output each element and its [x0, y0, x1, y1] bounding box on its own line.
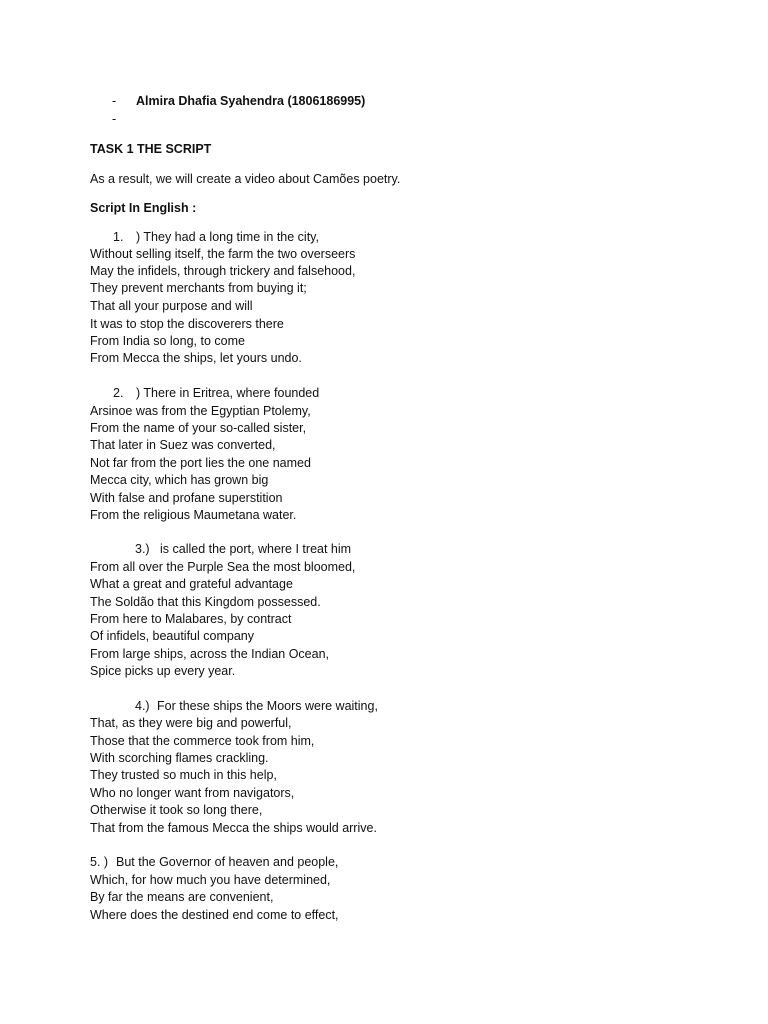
verse-line: The Soldão that this Kingdom possessed.	[90, 595, 321, 609]
verse-line: From India so long, to come	[90, 334, 245, 348]
verse-line: Mecca city, which has grown big	[90, 473, 269, 487]
verse-line: That, as they were big and powerful,	[90, 716, 292, 730]
verse-line: is called the port, where I treat him	[160, 542, 352, 556]
verse-line: Without selling itself, the farm the two overseers	[90, 247, 356, 261]
stanza-number: 4.)	[135, 699, 150, 713]
verse-line: From large ships, across the Indian Ocean,	[90, 647, 330, 661]
verse-line: From the religious Maumetana water.	[90, 508, 297, 522]
verse-line: May the infidels, through trickery and falsehood,	[90, 264, 356, 278]
verse-line: By far the means are convenient,	[90, 890, 274, 904]
verse-line: From here to Malabares, by contract	[90, 612, 292, 626]
verse-line: Of infidels, beautiful company	[90, 629, 254, 643]
verse-line: Which, for how much you have determined,	[90, 873, 331, 887]
intro-text: As a result, we will create a video about Camões poetry.	[90, 172, 401, 186]
verse-line: Who no longer want from navigators,	[90, 786, 295, 800]
verse-line: Not far from the port lies the one named	[90, 456, 311, 470]
verse-line: But the Governor of heaven and people,	[116, 855, 339, 869]
verse-line: Arsinoe was from the Egyptian Ptolemy,	[90, 404, 311, 418]
stanza-number: 1.	[113, 230, 124, 244]
verse-line: That from the famous Mecca the ships would arrive.	[90, 821, 377, 835]
verse-line: Spice picks up every year.	[90, 664, 236, 678]
bullet-marker: -	[112, 112, 117, 126]
verse-line: Where does the destined end come to effect,	[90, 908, 339, 922]
verse-line: With scorching flames crackling.	[90, 751, 269, 765]
verse-line: They trusted so much in this help,	[90, 768, 277, 782]
stanza-number: 5. )	[90, 855, 109, 869]
verse-line: What a great and grateful advantage	[90, 577, 293, 591]
task-title: TASK 1 THE SCRIPT	[90, 142, 212, 156]
verse-line: That all your purpose and will	[90, 299, 253, 313]
verse-line: ) They had a long time in the city,	[136, 230, 319, 244]
script-heading: Script In English :	[90, 201, 197, 215]
verse-line: ) There in Eritrea, where founded	[136, 386, 320, 400]
verse-line: It was to stop the discoverers there	[90, 317, 284, 331]
stanza-number: 2.	[113, 386, 124, 400]
author-name: Almira Dhafia Syahendra (1806186995)	[136, 94, 366, 108]
stanza-number: 3.)	[135, 542, 150, 556]
bullet-marker: -	[112, 94, 117, 108]
verse-line: For these ships the Moors were waiting,	[157, 699, 378, 713]
verse-line: With false and profane superstition	[90, 491, 283, 505]
verse-line: From all over the Purple Sea the most bloomed,	[90, 560, 356, 574]
verse-line: Those that the commerce took from him,	[90, 734, 315, 748]
verse-line: From the name of your so-called sister,	[90, 421, 307, 435]
verse-line: They prevent merchants from buying it;	[90, 281, 307, 295]
verse-line: That later in Suez was converted,	[90, 438, 276, 452]
verse-line: Otherwise it took so long there,	[90, 803, 263, 817]
verse-line: From Mecca the ships, let yours undo.	[90, 351, 302, 365]
